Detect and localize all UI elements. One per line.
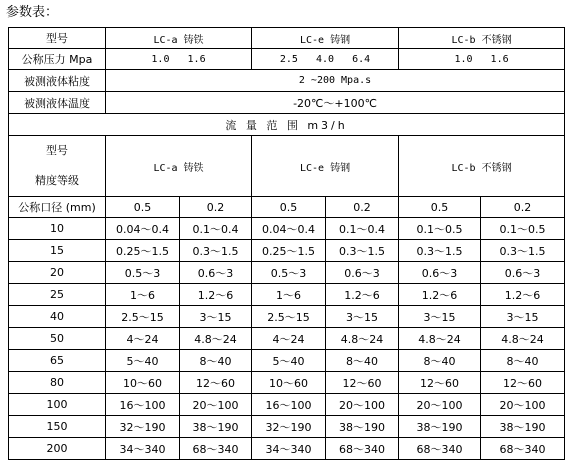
- flow-title-row: [9, 114, 565, 136]
- pressure-label: 公称压力 Mpa: [9, 49, 106, 70]
- flow-range-cell: 5～40: [106, 350, 180, 372]
- flow-range-cell: 12～60: [481, 372, 565, 394]
- flow-row: [9, 394, 565, 416]
- flow-range-cell: 0.04～0.4: [252, 218, 326, 240]
- flow-range-cell: 12～60: [180, 372, 252, 394]
- flow-range-cell: 4～24: [106, 328, 180, 350]
- accuracy-cell: 0.2: [326, 197, 399, 218]
- flow-range-cell: 20～100: [180, 394, 252, 416]
- flow-range-cell: 0.6～3: [326, 262, 399, 284]
- flow-range-cell: 68～340: [481, 438, 565, 460]
- flow-range-cell: 12～60: [399, 372, 481, 394]
- flow-range-cell: 4.8～24: [481, 328, 565, 350]
- diameter-cell: 80: [9, 372, 106, 394]
- flow-range-cell: 1.2～6: [399, 284, 481, 306]
- flow-row: [9, 372, 565, 394]
- flow-range-cell: 0.25～1.5: [106, 240, 180, 262]
- flow-range-cell: 68～340: [326, 438, 399, 460]
- flow-row: [9, 328, 565, 350]
- flow-range-cell: 20～100: [399, 394, 481, 416]
- diameter-cell: 50: [9, 328, 106, 350]
- flow-range-cell: 34～340: [106, 438, 180, 460]
- table-caption: 参数表：: [6, 5, 59, 20]
- flow-range-cell: 0.1～0.5: [481, 218, 565, 240]
- flow-range-cell: 1.2～6: [481, 284, 565, 306]
- flow-range-cell: 1.2～6: [326, 284, 399, 306]
- flow-range-cell: 0.6～3: [180, 262, 252, 284]
- flow-range-cell: 20～100: [481, 394, 565, 416]
- flow-model-lc-a: LC-a 铸铁: [106, 136, 252, 197]
- flow-range-cell: 2.5～15: [106, 306, 180, 328]
- accuracy-cell: 0.5: [252, 197, 326, 218]
- diameter-label: 公称口径 (mm): [9, 197, 106, 218]
- model-label: 型号: [9, 28, 106, 49]
- accuracy-row: [9, 197, 565, 218]
- flow-range-cell: 4.8～24: [180, 328, 252, 350]
- temperature-value: -20℃～+100℃: [106, 92, 565, 114]
- flow-range-cell: 0.3～1.5: [326, 240, 399, 262]
- flow-range-cell: 38～190: [481, 416, 565, 438]
- flow-range-cell: 0.6～3: [399, 262, 481, 284]
- diameter-cell: 25: [9, 284, 106, 306]
- flow-model-label: 型号: [46, 144, 68, 157]
- flow-range-cell: 20～100: [326, 394, 399, 416]
- diameter-cell: 10: [9, 218, 106, 240]
- flow-range-cell: 0.1～0.4: [180, 218, 252, 240]
- diameter-cell: 150: [9, 416, 106, 438]
- accuracy-label: 精度等级: [35, 174, 79, 187]
- parameter-table-body: [9, 28, 565, 460]
- flow-range-cell: 0.3～1.5: [481, 240, 565, 262]
- flow-range-cell: 32～190: [252, 416, 326, 438]
- flow-range-cell: 8～40: [180, 350, 252, 372]
- flow-range-title: 流 量 范 围 m3/h: [9, 114, 565, 136]
- flow-range-cell: 8～40: [481, 350, 565, 372]
- flow-range-cell: 8～40: [399, 350, 481, 372]
- flow-range-cell: 0.04～0.4: [106, 218, 180, 240]
- flow-range-cell: 34～340: [252, 438, 326, 460]
- pressure-lc-a: 1.0 1.6: [106, 49, 252, 70]
- flow-range-cell: 0.5～3: [252, 262, 326, 284]
- flow-range-cell: 5～40: [252, 350, 326, 372]
- flow-range-cell: 0.1～0.5: [399, 218, 481, 240]
- flow-range-cell: 2.5～15: [252, 306, 326, 328]
- model-lc-b: LC-b 不锈钢: [399, 28, 565, 49]
- model-lc-a: LC-a 铸铁: [106, 28, 252, 49]
- flow-header-row: [9, 136, 565, 197]
- flow-range-cell: 0.3～1.5: [399, 240, 481, 262]
- flow-range-cell: 16～100: [252, 394, 326, 416]
- viscosity-label: 被测液体粘度: [9, 70, 106, 92]
- flow-range-cell: 12～60: [326, 372, 399, 394]
- flow-row: [9, 306, 565, 328]
- flow-range-cell: 1～6: [106, 284, 180, 306]
- model-row: [9, 28, 565, 49]
- flow-range-cell: 10～60: [252, 372, 326, 394]
- flow-range-cell: 4.8～24: [399, 328, 481, 350]
- diameter-cell: 20: [9, 262, 106, 284]
- accuracy-cell: 0.5: [106, 197, 180, 218]
- flow-range-cell: 38～190: [180, 416, 252, 438]
- flow-row: [9, 350, 565, 372]
- flow-range-cell: 0.5～3: [106, 262, 180, 284]
- accuracy-cell: 0.2: [180, 197, 252, 218]
- flow-range-cell: 1～6: [252, 284, 326, 306]
- flow-range-cell: 0.1～0.4: [326, 218, 399, 240]
- flow-row: [9, 218, 565, 240]
- temperature-label: 被测液体温度: [9, 92, 106, 114]
- diameter-cell: 200: [9, 438, 106, 460]
- temperature-row: [9, 92, 565, 114]
- flow-range-cell: 8～40: [326, 350, 399, 372]
- flow-range-cell: 10～60: [106, 372, 180, 394]
- flow-row: [9, 438, 565, 460]
- flow-range-cell: 38～190: [326, 416, 399, 438]
- flow-range-cell: 68～340: [180, 438, 252, 460]
- flow-range-cell: 3～15: [481, 306, 565, 328]
- parameter-table: [8, 27, 565, 460]
- accuracy-cell: 0.2: [481, 197, 565, 218]
- diameter-cell: 65: [9, 350, 106, 372]
- flow-range-cell: 3～15: [326, 306, 399, 328]
- flow-row: [9, 240, 565, 262]
- pressure-lc-e: 2.5 4.0 6.4: [252, 49, 399, 70]
- flow-model-lc-b: LC-b 不锈钢: [399, 136, 565, 197]
- diameter-cell: 100: [9, 394, 106, 416]
- flow-range-cell: 3～15: [399, 306, 481, 328]
- flow-range-cell: 3～15: [180, 306, 252, 328]
- flow-row: [9, 416, 565, 438]
- flow-range-cell: 16～100: [106, 394, 180, 416]
- accuracy-cell: 0.5: [399, 197, 481, 218]
- pressure-lc-b: 1.0 1.6: [399, 49, 565, 70]
- flow-range-cell: 32～190: [106, 416, 180, 438]
- flow-range-cell: 1.2～6: [180, 284, 252, 306]
- viscosity-value: 2 ~200 Mpa.s: [106, 70, 565, 92]
- flow-range-cell: 0.25～1.5: [252, 240, 326, 262]
- flow-range-cell: 38～190: [399, 416, 481, 438]
- flow-range-cell: 4～24: [252, 328, 326, 350]
- diameter-cell: 40: [9, 306, 106, 328]
- flow-row: [9, 262, 565, 284]
- flow-row: [9, 284, 565, 306]
- flow-range-cell: 4.8～24: [326, 328, 399, 350]
- flow-range-cell: 0.6～3: [481, 262, 565, 284]
- flow-range-cell: 68～340: [399, 438, 481, 460]
- flow-model-lc-e: LC-e 铸钢: [252, 136, 399, 197]
- model-accuracy-header: [9, 136, 106, 197]
- flow-range-cell: 0.3～1.5: [180, 240, 252, 262]
- viscosity-row: [9, 70, 565, 92]
- pressure-row: [9, 49, 565, 70]
- model-lc-e: LC-e 铸钢: [252, 28, 399, 49]
- diameter-cell: 15: [9, 240, 106, 262]
